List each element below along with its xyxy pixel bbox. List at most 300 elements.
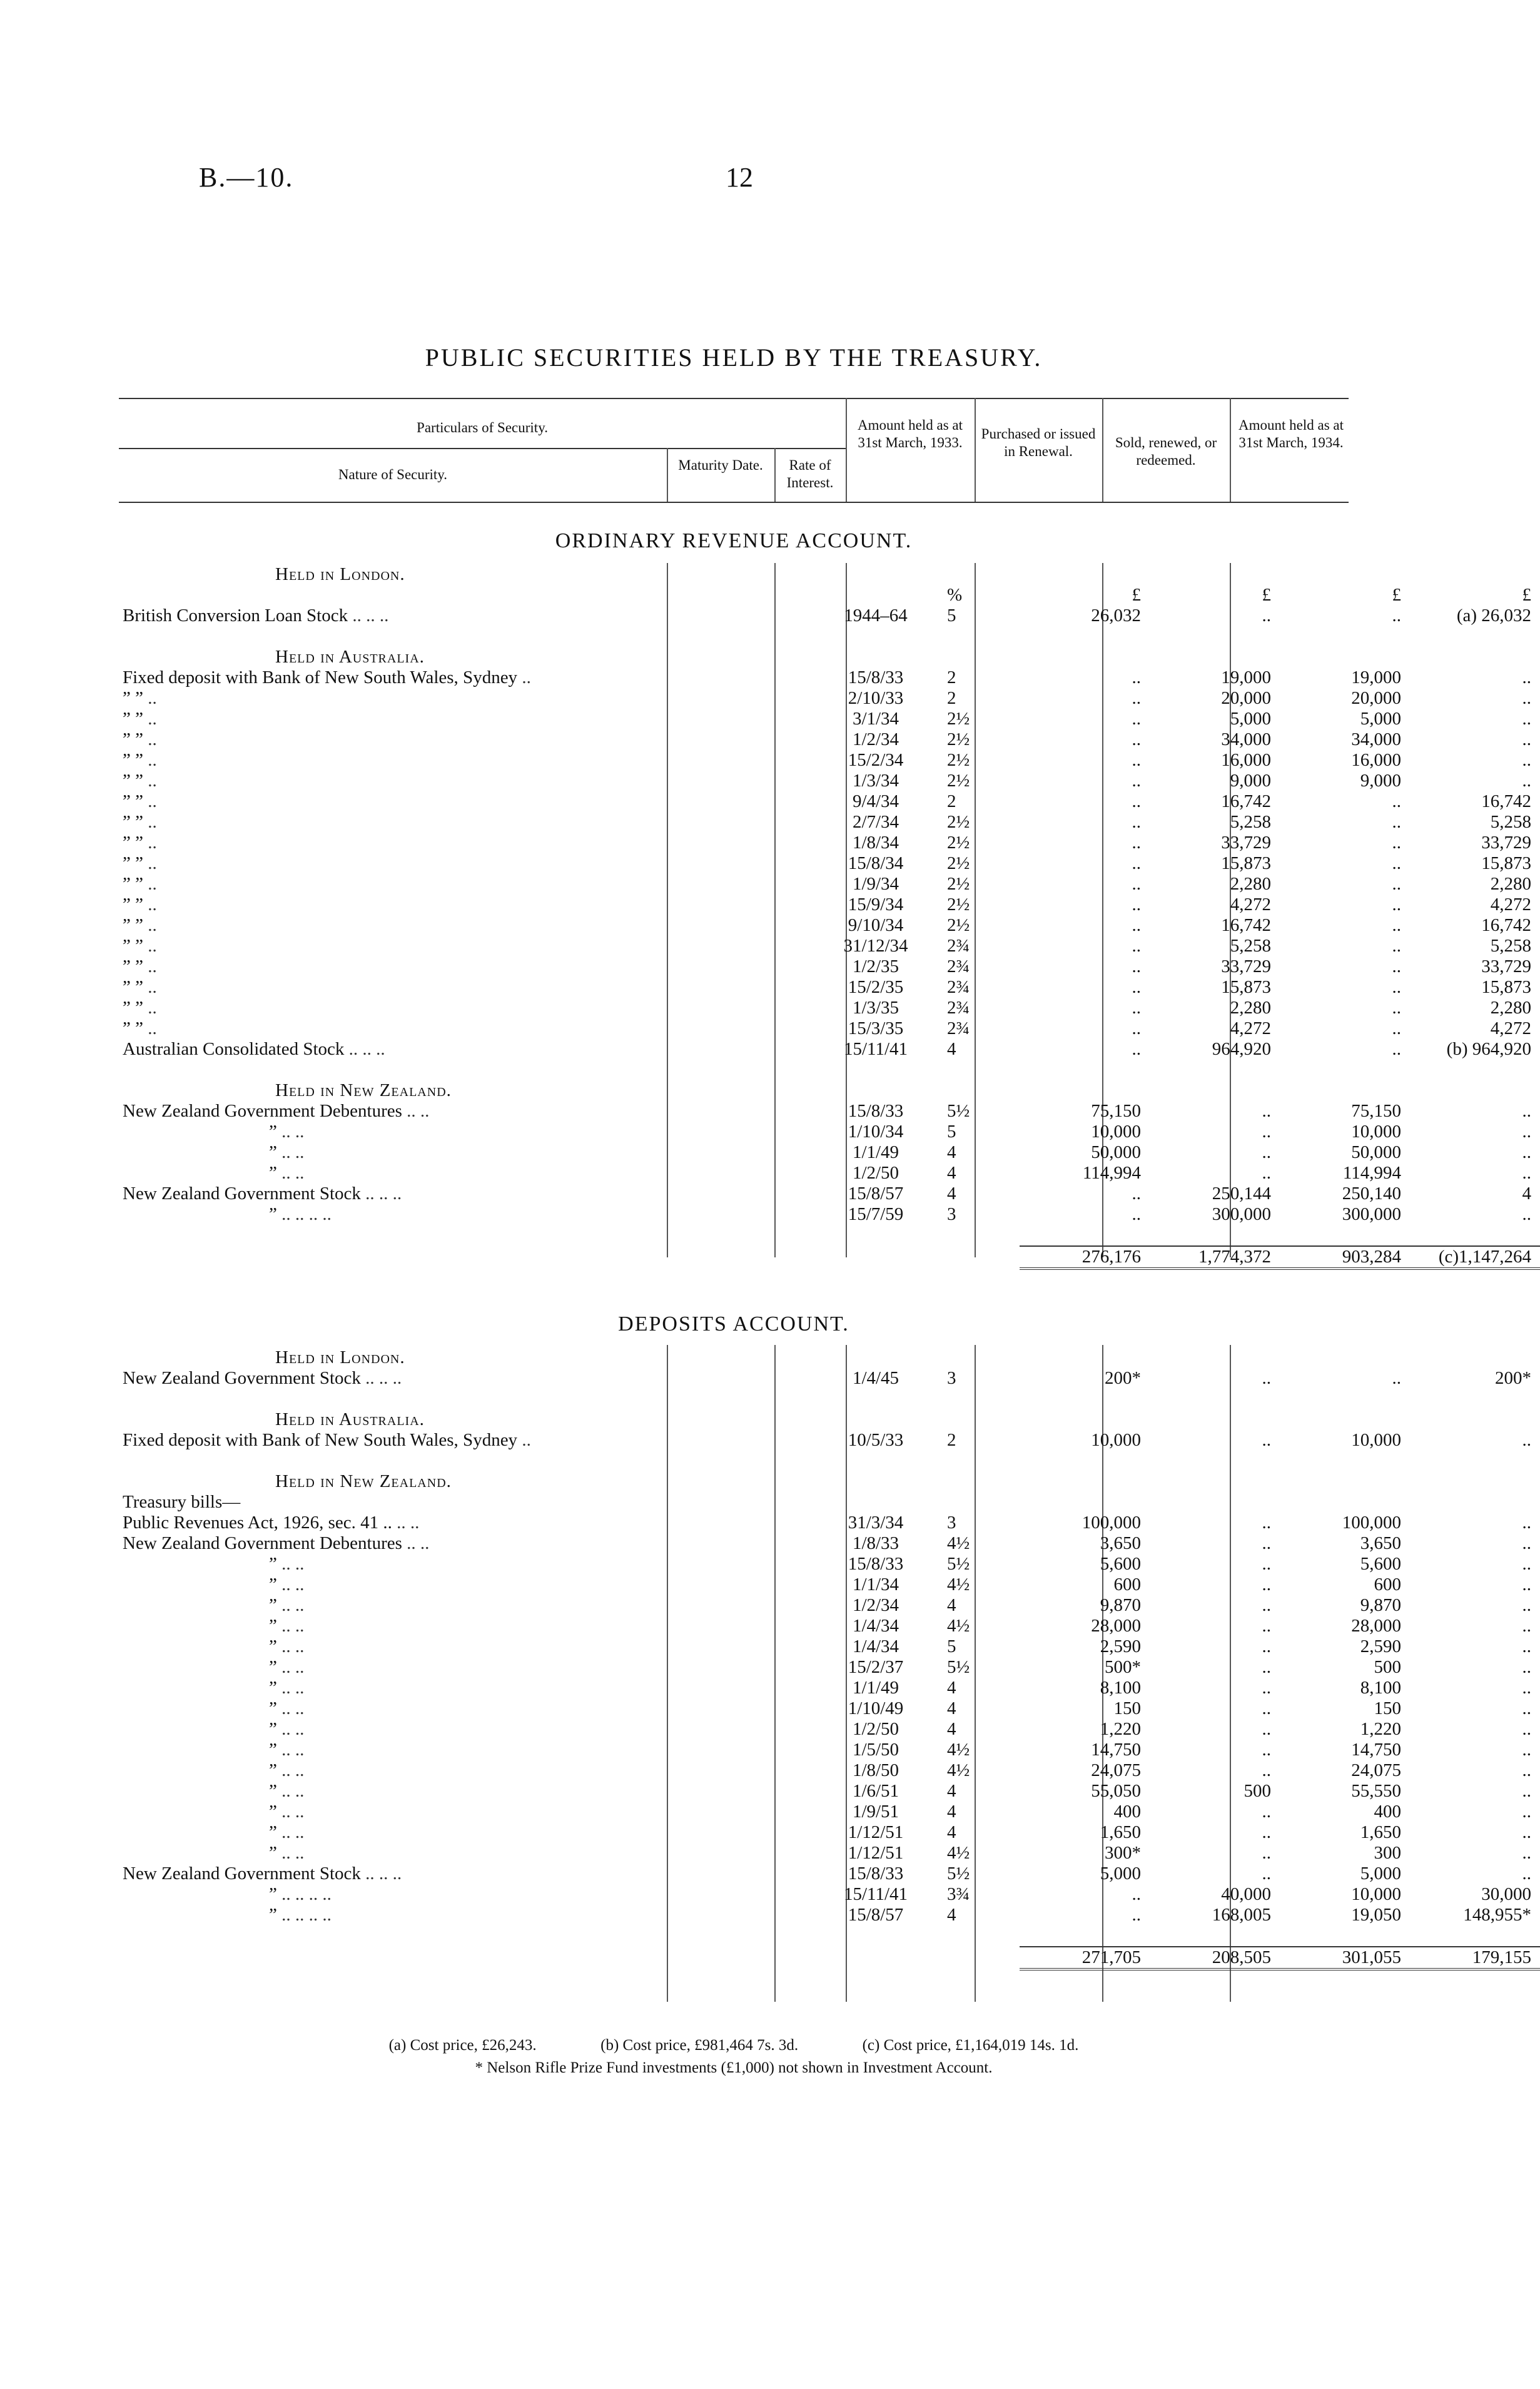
amount-purchased <box>1150 1492 1280 1513</box>
amount-held-1934: .. <box>1522 1657 1531 1677</box>
table-row <box>119 1039 1540 1060</box>
amount-held-1933: .. <box>1132 1905 1141 1925</box>
amount-purchased: .. <box>1262 1636 1271 1656</box>
col-rate: Rate of Interest. <box>786 457 834 490</box>
amount-held-1934: 15,873 <box>1481 853 1531 873</box>
amount-purchased: 34,000 <box>1221 729 1271 749</box>
security-name: ” <box>269 1204 277 1224</box>
leader-dots: .. .. <box>281 1122 305 1142</box>
security-name: ” ” <box>123 833 143 853</box>
amount-held-1934: 4,272 <box>1490 895 1531 915</box>
security-name: New Zealand Government Debentures <box>123 1101 402 1121</box>
amount-sold: .. <box>1392 606 1401 626</box>
amount-purchased: .. <box>1262 1368 1271 1388</box>
amount-held-1933: 8,100 <box>1100 1678 1141 1698</box>
amount-held-1933: .. <box>1132 956 1141 976</box>
maturity-date: 1/12/51 <box>848 1822 904 1842</box>
subsection-heading: Held in Australia. <box>275 1409 425 1429</box>
maturity-date: 1/1/49 <box>852 1678 899 1698</box>
amount-sold: 9,870 <box>1360 1595 1401 1615</box>
footnote-star: * Nelson Rifle Prize Fund investments (£1,000) not shown in Investment Account. <box>475 2059 993 2076</box>
spacer-row <box>119 1925 1540 1947</box>
security-name: British Conversion Loan Stock <box>123 606 348 626</box>
table-row <box>119 1018 1540 1039</box>
table-row <box>119 1636 1540 1657</box>
amount-held-1933: 150 <box>1113 1698 1141 1718</box>
col-held-1934: Amount held as at 31st March, 1934. <box>1239 417 1344 450</box>
amount-held-1934: 5,258 <box>1490 812 1531 832</box>
table-row <box>119 750 1540 771</box>
amount-sold: 9,000 <box>1360 771 1401 791</box>
amount-sold: 500 <box>1374 1657 1401 1677</box>
table-row <box>119 1492 1540 1513</box>
amount-held-1934: .. <box>1522 688 1531 708</box>
amount-held-1933: 55,050 <box>1091 1781 1141 1801</box>
amount-purchased: 964,920 <box>1212 1039 1271 1059</box>
table-row <box>119 647 1540 667</box>
table-row <box>119 853 1540 874</box>
amount-held-1933: 300* <box>1105 1843 1141 1863</box>
leader-dots: .. .. <box>281 1802 305 1822</box>
interest-rate: 4 <box>947 1039 956 1059</box>
subsection-heading: Held in New Zealand. <box>275 1471 452 1491</box>
amount-sold: 250,140 <box>1342 1184 1401 1204</box>
amount-sold: .. <box>1392 956 1401 976</box>
interest-rate: 5 <box>947 1636 956 1656</box>
interest-rate: 4½ <box>947 1533 970 1553</box>
amount-held-1934: .. <box>1522 1163 1531 1183</box>
leader-dots: .. <box>148 812 157 832</box>
security-name: Public Revenues Act, 1926, sec. 41 .. <box>123 1513 392 1533</box>
amount-held-1934: .. <box>1522 1781 1531 1801</box>
amount-held-1934 <box>1410 1492 1540 1513</box>
amount-held-1934: .. <box>1522 1864 1531 1884</box>
interest-rate <box>932 1492 1020 1513</box>
amount-sold: 50,000 <box>1351 1142 1401 1162</box>
leader-dots: .. .. .. <box>348 1039 385 1059</box>
maturity-date: 15/9/34 <box>848 895 904 915</box>
amount-held-1934: .. <box>1522 1430 1531 1450</box>
security-name: ” <box>269 1616 277 1636</box>
amount-sold: 55,550 <box>1351 1781 1401 1801</box>
amount-held-1933: 10,000 <box>1091 1430 1141 1450</box>
table-row <box>119 1471 1540 1492</box>
security-name: ” ” <box>123 750 143 770</box>
amount-sold <box>1280 1492 1410 1513</box>
footnote-c: (c) Cost price, £1,164,019 14s. 1d. <box>862 2037 1079 2054</box>
amount-purchased: 33,729 <box>1221 956 1271 976</box>
amount-purchased: 16,742 <box>1221 791 1271 811</box>
table-row <box>119 606 1540 626</box>
maturity-date: 1/9/51 <box>852 1802 899 1822</box>
amount-held-1933: 400 <box>1113 1802 1141 1822</box>
leader-dots: .. .. <box>281 1678 305 1698</box>
interest-rate: 5 <box>947 606 956 626</box>
maturity-date: 15/7/59 <box>848 1204 904 1224</box>
footnote-a: (a) Cost price, £26,243. <box>388 2037 537 2054</box>
table-row <box>119 1802 1540 1822</box>
amount-purchased: .. <box>1262 1657 1271 1677</box>
maturity-date: 1/4/45 <box>852 1368 899 1388</box>
security-name: ” <box>269 1698 277 1718</box>
amount-sold: .. <box>1392 936 1401 956</box>
amount-held-1933: .. <box>1132 1204 1141 1224</box>
total-row <box>119 1246 1540 1269</box>
total-sold: 903,284 <box>1280 1246 1410 1269</box>
amount-held-1934: .. <box>1522 1719 1531 1739</box>
table-row <box>119 1513 1540 1533</box>
amount-held-1934: .. <box>1522 1698 1531 1718</box>
table-row <box>119 1760 1540 1781</box>
maturity-date: 1/8/50 <box>852 1760 899 1780</box>
amount-held-1934: 33,729 <box>1481 956 1531 976</box>
interest-rate: 2 <box>947 667 956 687</box>
amount-held-1934: .. <box>1522 1142 1531 1162</box>
table-row <box>119 1595 1540 1616</box>
amount-sold: 16,000 <box>1351 750 1401 770</box>
amount-sold: 5,000 <box>1360 709 1401 729</box>
subsection-heading: Held in London. <box>275 1347 405 1367</box>
leader-dots: .. .. <box>281 1636 305 1656</box>
amount-sold: .. <box>1392 1368 1401 1388</box>
amount-purchased: .. <box>1262 1760 1271 1780</box>
page-number: 12 <box>726 162 753 193</box>
footnote-b: (b) Cost price, £981,464 7s. 3d. <box>600 2037 799 2054</box>
amount-sold: 10,000 <box>1351 1430 1401 1450</box>
maturity-date: 15/8/33 <box>848 667 904 687</box>
table-row <box>119 956 1540 977</box>
interest-rate: 2 <box>947 1430 956 1450</box>
maturity-date: 1/3/35 <box>852 998 899 1018</box>
leader-dots: .. .. .. <box>365 1864 402 1884</box>
amount-held-1933: .. <box>1132 1039 1141 1059</box>
amount-held-1933: 200* <box>1105 1368 1141 1388</box>
amount-held-1933: .. <box>1132 791 1141 811</box>
amount-purchased: .. <box>1262 1122 1271 1142</box>
leader-dots: .. <box>148 895 157 915</box>
amount-sold: .. <box>1392 977 1401 997</box>
maturity-date: 10/5/33 <box>848 1430 904 1450</box>
amount-sold: .. <box>1392 812 1401 832</box>
interest-rate: 4 <box>947 1698 956 1718</box>
amount-held-1933: 26,032 <box>1091 606 1141 626</box>
amount-held-1933: .. <box>1132 977 1141 997</box>
security-name: ” ” <box>123 709 143 729</box>
amount-sold: .. <box>1392 791 1401 811</box>
maturity-date: 15/8/34 <box>848 853 904 873</box>
table-row <box>119 1678 1540 1698</box>
leader-dots: .. <box>148 709 157 729</box>
leader-dots: .. .. .. <box>365 1368 402 1388</box>
amount-held-1933: .. <box>1132 667 1141 687</box>
security-name: ” ” <box>123 874 143 894</box>
table-row <box>119 977 1540 998</box>
amount-held-1934: .. <box>1522 1533 1531 1553</box>
table-row <box>119 1409 1540 1430</box>
interest-rate: 2½ <box>947 874 970 894</box>
leader-dots: .. <box>148 791 157 811</box>
spacer-row <box>119 1225 1540 1246</box>
amount-purchased: 9,000 <box>1230 771 1271 791</box>
footnotes-line <box>0 2037 1467 2054</box>
table-row <box>119 771 1540 791</box>
amount-held-1934: .. <box>1522 1802 1531 1822</box>
amount-sold: .. <box>1392 853 1401 873</box>
amount-held-1934: .. <box>1522 1595 1531 1615</box>
maturity-date: 15/11/41 <box>843 1039 908 1059</box>
maturity-date: 15/8/57 <box>848 1905 904 1925</box>
amount-held-1934: 200* <box>1495 1368 1531 1388</box>
table-row <box>119 1122 1540 1142</box>
leader-dots: .. <box>148 915 157 935</box>
interest-rate: 3 <box>947 1204 956 1224</box>
table-row <box>119 1698 1540 1719</box>
interest-rate: 4 <box>947 1142 956 1162</box>
security-name: Treasury bills— <box>123 1492 241 1512</box>
total-row <box>119 1947 1540 1969</box>
amount-sold: 19,050 <box>1351 1905 1401 1925</box>
maturity-date: 1/2/34 <box>852 729 899 749</box>
total-sold: 301,055 <box>1280 1947 1410 1969</box>
maturity-date: 2/10/33 <box>848 688 904 708</box>
subsection-heading: Held in Australia. <box>275 647 425 667</box>
amount-sold: 114,994 <box>1342 1163 1401 1183</box>
amount-held-1933: .. <box>1132 833 1141 853</box>
table-row <box>119 667 1540 688</box>
interest-rate: 5 <box>947 1122 956 1142</box>
interest-rate: 4½ <box>947 1575 970 1595</box>
amount-sold: 5,600 <box>1360 1554 1401 1574</box>
table-row <box>119 626 1540 647</box>
leader-dots: .. <box>148 936 157 956</box>
security-name: New Zealand Government Debentures <box>123 1533 402 1553</box>
security-name: ” <box>269 1905 277 1925</box>
amount-sold: 75,150 <box>1351 1101 1401 1121</box>
maturity-date: 1/9/34 <box>852 874 899 894</box>
interest-rate: % <box>947 585 963 605</box>
amount-sold: 2,590 <box>1360 1636 1401 1656</box>
amount-held-1934: .. <box>1522 1513 1531 1533</box>
table-row <box>119 1657 1540 1678</box>
interest-rate: 4 <box>947 1595 956 1615</box>
maturity-date: 15/8/33 <box>848 1554 904 1574</box>
table-row <box>119 1575 1540 1595</box>
table-row <box>119 1554 1540 1575</box>
total-purchased: 1,774,372 <box>1150 1246 1280 1269</box>
amount-sold: 3,650 <box>1360 1533 1401 1553</box>
leader-dots: .. .. <box>281 1740 305 1760</box>
security-name: ” <box>269 1760 277 1780</box>
col-maturity: Maturity Date. <box>678 457 763 473</box>
table-row <box>119 1430 1540 1451</box>
amount-purchased: 500 <box>1244 1781 1271 1801</box>
table-row <box>119 915 1540 936</box>
table-row <box>119 1060 1540 1080</box>
table-row <box>119 1368 1540 1389</box>
amount-sold: 5,000 <box>1360 1864 1401 1884</box>
security-name: ” <box>269 1163 277 1183</box>
leader-dots: .. .. <box>407 1101 430 1121</box>
maturity-date: 31/3/34 <box>848 1513 904 1533</box>
amount-held-1933: .. <box>1132 709 1141 729</box>
amount-held-1934: 148,955* <box>1463 1905 1531 1925</box>
amount-held-1933: .. <box>1132 750 1141 770</box>
amount-held-1933: 1,220 <box>1100 1719 1141 1739</box>
interest-rate: 4 <box>947 1163 956 1183</box>
amount-purchased: 15,873 <box>1221 853 1271 873</box>
leader-dots: .. .. <box>407 1533 430 1553</box>
amount-sold: 8,100 <box>1360 1678 1401 1698</box>
leader-dots: .. .. <box>281 1719 305 1739</box>
amount-held-1934: .. <box>1522 1843 1531 1863</box>
interest-rate: 2½ <box>947 771 970 791</box>
security-name: ” ” <box>123 936 143 956</box>
maturity-date: 2/7/34 <box>852 812 899 832</box>
amount-purchased: .. <box>1262 1595 1271 1615</box>
table-row <box>119 1719 1540 1740</box>
interest-rate: 4 <box>947 1184 956 1204</box>
maturity-date: 15/8/33 <box>848 1864 904 1884</box>
leader-dots: .. .. <box>281 1698 305 1718</box>
amount-held-1933: .. <box>1132 688 1141 708</box>
amount-held-1934: .. <box>1522 1204 1531 1224</box>
security-name: ” <box>269 1719 277 1739</box>
amount-held-1933: 2,590 <box>1100 1636 1141 1656</box>
amount-held-1933: £ <box>1132 585 1141 605</box>
leader-dots: .. .. <box>397 1513 420 1533</box>
security-name: ” ” <box>123 812 143 832</box>
leader-dots: .. .. .. <box>352 606 389 626</box>
leader-dots: .. .. <box>281 1595 305 1615</box>
security-name: ” ” <box>123 688 143 708</box>
amount-sold: 300,000 <box>1342 1204 1401 1224</box>
leader-dots: .. .. <box>281 1657 305 1677</box>
total-purchased: 208,505 <box>1150 1947 1280 1969</box>
interest-rate: 2¾ <box>947 998 970 1018</box>
leader-dots: .. .. <box>281 1781 305 1801</box>
amount-purchased: .. <box>1262 1822 1271 1842</box>
amount-held-1933: .. <box>1132 936 1141 956</box>
interest-rate: 2½ <box>947 833 970 853</box>
ordinary-revenue-title: ORDINARY REVENUE ACCOUNT. <box>555 529 913 552</box>
page-title: PUBLIC SECURITIES HELD BY THE TREASURY. <box>425 343 1043 372</box>
amount-sold: .. <box>1392 895 1401 915</box>
amount-held-1933: 28,000 <box>1091 1616 1141 1636</box>
security-name: ” <box>269 1740 277 1760</box>
leader-dots: .. <box>148 956 157 976</box>
amount-sold: 34,000 <box>1351 729 1401 749</box>
maturity-date: 15/8/33 <box>848 1101 904 1121</box>
maturity-date: 9/10/34 <box>848 915 904 935</box>
amount-held-1933: .. <box>1132 874 1141 894</box>
table-row <box>119 1781 1540 1802</box>
amount-purchased: 4,272 <box>1230 1018 1271 1038</box>
amount-held-1933: 9,870 <box>1100 1595 1141 1615</box>
maturity-date: 15/3/35 <box>848 1018 904 1038</box>
security-name: ” ” <box>123 1018 143 1038</box>
interest-rate: 5½ <box>947 1657 970 1677</box>
table-row <box>119 1533 1540 1554</box>
security-name: ” <box>269 1781 277 1801</box>
total-held-1934: (c)1,147,264 <box>1410 1246 1540 1269</box>
interest-rate: 4½ <box>947 1740 970 1760</box>
security-name: ” ” <box>123 895 143 915</box>
amount-held-1933: 600 <box>1113 1575 1141 1595</box>
amount-held-1934: .. <box>1522 1760 1531 1780</box>
amount-purchased: 300,000 <box>1212 1204 1271 1224</box>
amount-purchased: 19,000 <box>1221 667 1271 687</box>
amount-purchased: 33,729 <box>1221 833 1271 853</box>
amount-held-1933: .. <box>1132 998 1141 1018</box>
table-row <box>119 709 1540 729</box>
table-row <box>119 564 1540 585</box>
interest-rate: 4½ <box>947 1843 970 1863</box>
amount-purchased: .. <box>1262 1698 1271 1718</box>
interest-rate: 2½ <box>947 729 970 749</box>
table-row <box>119 812 1540 833</box>
amount-held-1934: .. <box>1522 1122 1531 1142</box>
amount-held-1933: 5,600 <box>1100 1554 1141 1574</box>
amount-purchased: .. <box>1262 1740 1271 1760</box>
maturity-date: 15/2/35 <box>848 977 904 997</box>
amount-purchased: .. <box>1262 1533 1271 1553</box>
table-row <box>119 1080 1540 1101</box>
table-row <box>119 1864 1540 1884</box>
leader-dots: .. <box>148 688 157 708</box>
amount-purchased: 5,258 <box>1230 812 1271 832</box>
amount-held-1933: 5,000 <box>1100 1864 1141 1884</box>
amount-held-1934: .. <box>1522 750 1531 770</box>
amount-held-1934: .. <box>1522 771 1531 791</box>
amount-held-1933: 500* <box>1105 1657 1141 1677</box>
table-row <box>119 1451 1540 1471</box>
amount-held-1933: 75,150 <box>1091 1101 1141 1121</box>
maturity-date: 31/12/34 <box>843 936 908 956</box>
amount-held-1934: .. <box>1522 1554 1531 1574</box>
leader-dots: .. .. <box>281 1843 305 1863</box>
table-row <box>119 1822 1540 1843</box>
amount-purchased: .. <box>1262 606 1271 626</box>
leader-dots: .. .. .. .. <box>281 1204 332 1224</box>
security-name: Fixed deposit with Bank of New South Wales, Sydney <box>123 1430 518 1450</box>
amount-purchased: .. <box>1262 1616 1271 1636</box>
amount-sold: .. <box>1392 998 1401 1018</box>
subsection-heading: Held in London. <box>275 564 405 584</box>
security-name: ” <box>269 1575 277 1595</box>
ordinary-revenue-table <box>119 564 1540 1270</box>
amount-purchased: 4,272 <box>1230 895 1271 915</box>
amount-purchased: 15,873 <box>1221 977 1271 997</box>
maturity-date: 1/4/34 <box>852 1616 899 1636</box>
amount-held-1934: 5,258 <box>1490 936 1531 956</box>
interest-rate: 4 <box>947 1802 956 1822</box>
maturity-date: 3/1/34 <box>852 709 899 729</box>
amount-held-1934: .. <box>1522 1822 1531 1842</box>
amount-purchased: .. <box>1262 1554 1271 1574</box>
amount-held-1933: 100,000 <box>1082 1513 1141 1533</box>
amount-purchased: .. <box>1262 1843 1271 1863</box>
leader-dots: .. .. <box>281 1575 305 1595</box>
security-name: ” <box>269 1678 277 1698</box>
maturity-date: 1/5/50 <box>852 1740 899 1760</box>
interest-rate: 4½ <box>947 1760 970 1780</box>
amount-held-1933: .. <box>1132 1884 1141 1904</box>
amount-sold: 20,000 <box>1351 688 1401 708</box>
amount-held-1933: .. <box>1132 853 1141 873</box>
interest-rate: 4 <box>947 1678 956 1698</box>
amount-purchased: .. <box>1262 1802 1271 1822</box>
deposits-title: DEPOSITS ACCOUNT. <box>618 1312 849 1336</box>
